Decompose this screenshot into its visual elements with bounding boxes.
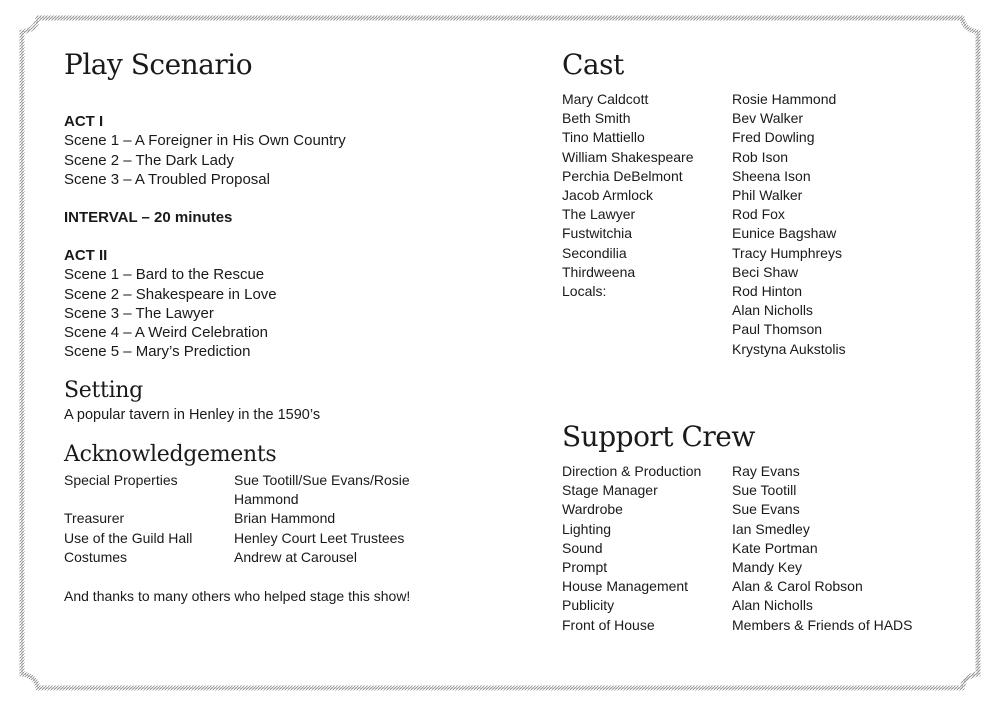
list-item — [562, 616, 922, 635]
list-item — [562, 205, 922, 224]
scene-line: Scene 1 – Bard to the Rescue — [64, 266, 265, 284]
crew-name: Sue Evans — [732, 501, 800, 518]
list-item — [64, 509, 429, 528]
crew-name: Mandy Key — [732, 559, 803, 576]
ack-role: Use of the Guild Hall — [64, 529, 193, 546]
list-item — [562, 282, 922, 301]
cast-role: Jacob Armlock — [562, 187, 654, 204]
cast-role: Mary Caldcott — [562, 91, 649, 107]
crew-name: Kate Portman — [732, 539, 818, 556]
cast-list — [562, 90, 922, 359]
cast-actor: Sheena Ison — [732, 167, 811, 184]
crew-name: Alan & Carol Robson — [732, 578, 863, 595]
cast-role — [562, 301, 732, 320]
interval-label: INTERVAL – 20 minutes — [64, 209, 233, 226]
list-item — [562, 90, 922, 109]
ack-role: Treasurer — [64, 510, 125, 527]
crew-name: Sue Tootill — [732, 482, 797, 499]
cast-actor: Bev Walker — [732, 110, 804, 127]
ack-role: Special Properties — [64, 472, 178, 488]
list-item — [562, 167, 922, 186]
list-item — [562, 340, 922, 359]
cast-actor: Rosie Hammond — [732, 91, 837, 107]
scene-line: Scene 3 – The Lawyer — [64, 304, 214, 322]
list-item — [562, 462, 922, 481]
acknowledgements-list — [64, 471, 429, 567]
list-item — [562, 301, 922, 320]
cast-actor: Rod Fox — [732, 206, 785, 223]
ack-name: Andrew at Carousel — [234, 548, 357, 565]
cast-actor: Eunice Bagshaw — [732, 225, 837, 242]
crew-name: Members & Friends of HADS — [732, 616, 913, 633]
list-item — [562, 148, 922, 167]
cast-role: Secondilia — [562, 244, 627, 261]
scene-line: Scene 5 – Mary’s Prediction — [64, 343, 251, 361]
cast-actor: Krystyna Aukstolis — [732, 340, 846, 357]
list-item — [562, 500, 922, 519]
act1-block — [64, 112, 346, 189]
setting-title: Setting — [64, 378, 143, 403]
ack-name: Sue Tootill/Sue Evans/Rosie Hammond — [234, 472, 410, 508]
list-item — [562, 109, 922, 128]
cast-role: Tino Mattiello — [562, 129, 645, 146]
scene-line: Scene 4 – A Weird Celebration — [64, 324, 269, 342]
crew-role: Wardrobe — [562, 501, 623, 518]
ack-name: Brian Hammond — [234, 510, 336, 527]
cast-actor: Beci Shaw — [732, 263, 799, 280]
list-item — [562, 224, 922, 243]
list-item — [562, 128, 922, 147]
crew-role: House Management — [562, 578, 689, 595]
act2-block — [64, 246, 277, 362]
cast-actor: Paul Thomson — [732, 321, 823, 338]
scene-line: Scene 3 – A Troubled Proposal — [64, 170, 270, 188]
list-item — [562, 577, 922, 596]
cast-actor: Alan Nicholls — [732, 302, 813, 319]
cast-role — [562, 320, 732, 339]
cast-role: William Shakespeare — [562, 148, 694, 165]
crew-role: Front of House — [562, 616, 655, 633]
act2-label: ACT II — [64, 247, 108, 264]
scene-line: Scene 2 – Shakespeare in Love — [64, 285, 277, 303]
list-item — [64, 471, 429, 509]
list-item — [562, 558, 922, 577]
cast-actor: Phil Walker — [732, 187, 803, 204]
list-item — [562, 320, 922, 339]
cast-role: Fustwitchia — [562, 225, 633, 242]
play-scenario-title: Play Scenario — [64, 48, 253, 81]
cast-actor: Tracy Humphreys — [732, 244, 842, 261]
cast-actor: Rod Hinton — [732, 283, 803, 300]
thanks-text: And thanks to many others who helped stage this show! — [64, 588, 411, 604]
setting-text: A popular tavern in Henley in the 1590’s — [64, 407, 321, 423]
crew-name: Ian Smedley — [732, 520, 810, 537]
act1-label: ACT I — [64, 113, 104, 130]
scene-line: Scene 2 – The Dark Lady — [64, 151, 234, 169]
crew-role: Lighting — [562, 520, 612, 537]
support-crew-title: Support Crew — [562, 420, 755, 453]
list-item — [562, 596, 922, 615]
cast-role: Perchia DeBelmont — [562, 167, 683, 184]
crew-role: Prompt — [562, 559, 608, 576]
crew-name: Alan Nicholls — [732, 597, 813, 614]
cast-actor: Rob Ison — [732, 148, 789, 165]
list-item — [562, 186, 922, 205]
list-item — [562, 520, 922, 539]
crew-role: Stage Manager — [562, 482, 658, 499]
cast-role: Thirdweena — [562, 263, 636, 280]
scene-line: Scene 1 – A Foreigner in His Own Country — [64, 132, 346, 150]
crew-role: Sound — [562, 539, 603, 556]
list-item — [562, 481, 922, 500]
acknowledgements-title: Acknowledgements — [64, 442, 277, 467]
crew-role: Direction & Production — [562, 463, 702, 479]
cast-role: Beth Smith — [562, 110, 631, 127]
ack-role: Costumes — [64, 548, 128, 565]
ack-name: Henley Court Leet Trustees — [234, 529, 405, 546]
cast-actor: Fred Dowling — [732, 129, 815, 146]
crew-role: Publicity — [562, 597, 615, 614]
list-item — [562, 539, 922, 558]
cast-title: Cast — [562, 48, 624, 81]
cast-role: Locals: — [562, 283, 607, 300]
cast-role: The Lawyer — [562, 206, 636, 223]
cast-role — [562, 340, 732, 359]
support-crew-list — [562, 462, 922, 635]
list-item — [64, 529, 429, 548]
list-item — [64, 548, 429, 567]
list-item — [562, 244, 922, 263]
list-item — [562, 263, 922, 282]
crew-name: Ray Evans — [732, 463, 800, 479]
